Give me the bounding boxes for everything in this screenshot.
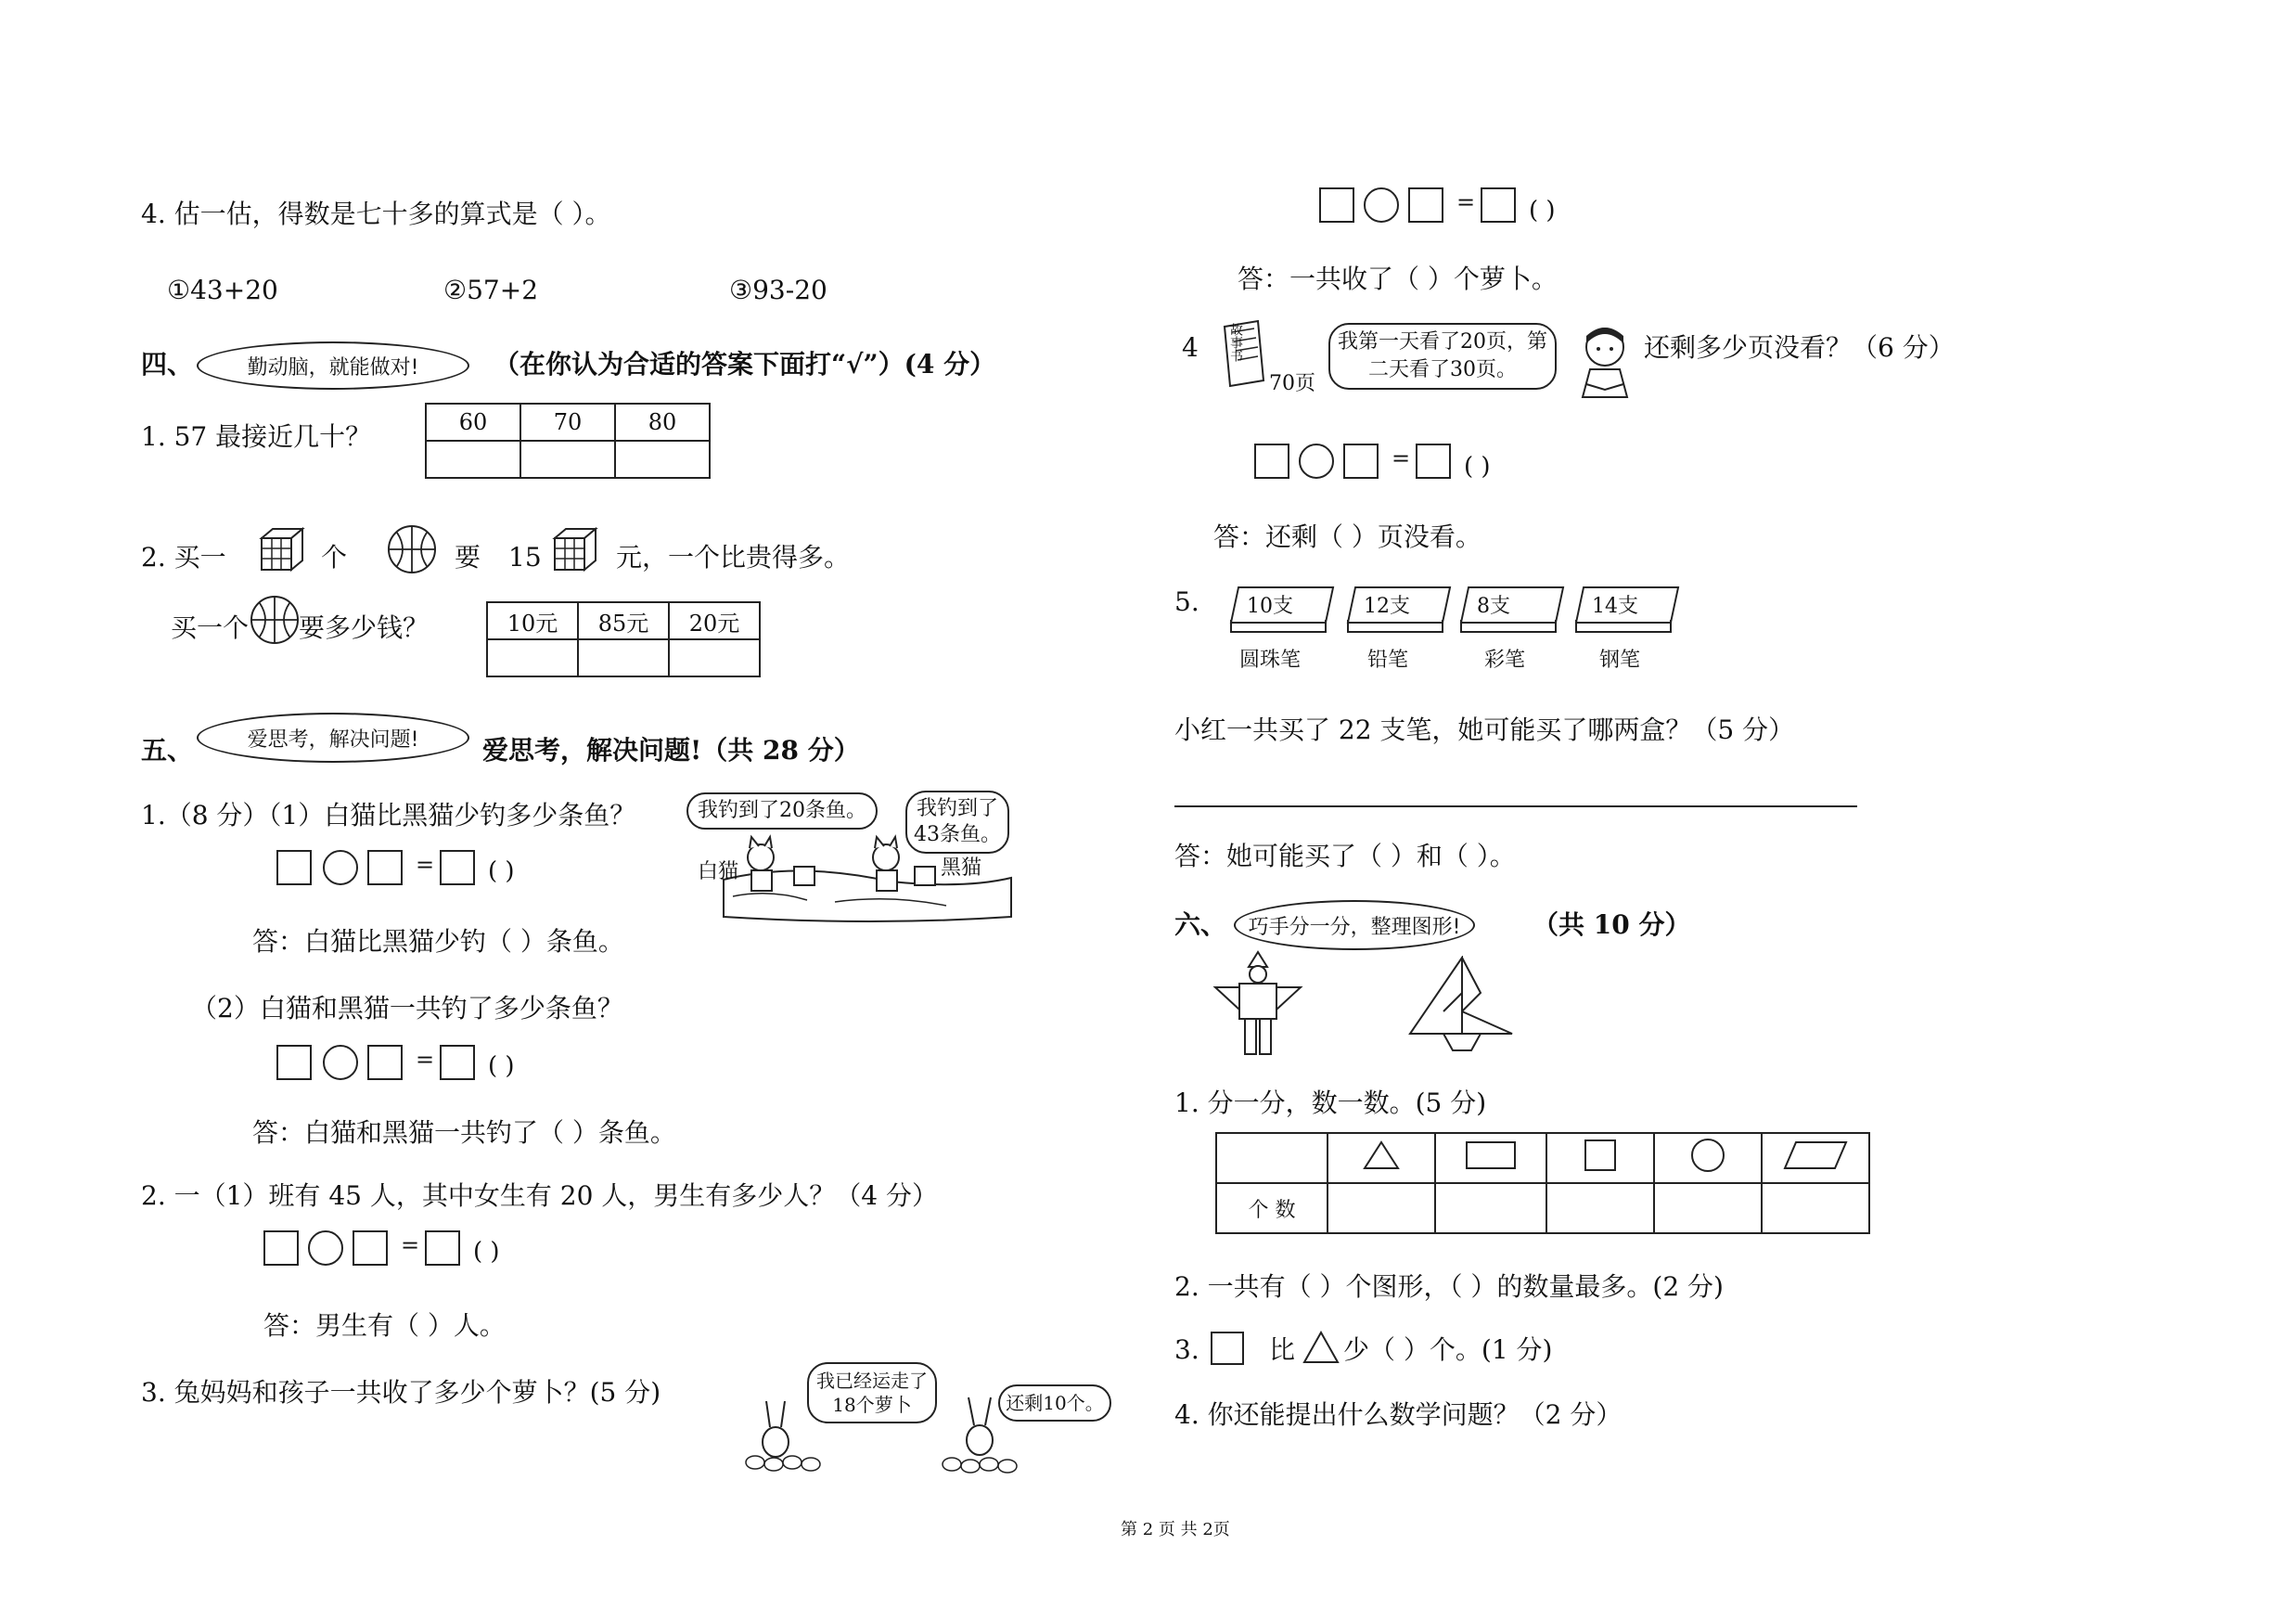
answer-box[interactable] (263, 1230, 299, 1266)
answer-box[interactable] (440, 850, 475, 885)
s5-q1-answer1: 答：白猫比黑猫少钓（ ）条鱼。 (252, 926, 624, 957)
choice-cell: 70 (520, 404, 615, 441)
count-cell[interactable] (1328, 1183, 1435, 1233)
answer-box[interactable] (276, 850, 312, 885)
s5-q3-text: 3. 兔妈妈和孩子一共收了多少个萝卜？(5 分) (141, 1377, 661, 1408)
count-cell[interactable] (1654, 1183, 1762, 1233)
q4-option-2: ②57+2 (443, 275, 539, 305)
square-icon-cell (1546, 1133, 1654, 1183)
q5-text: 小红一共买了 22 支笔，她可能买了哪两盒？（5 分） (1174, 714, 1795, 745)
girl-speech-bubble: 我第一天看了20页，第二天看了30页。 (1328, 323, 1557, 390)
pen-box-name: 圆珠笔 (1239, 649, 1302, 672)
white-cat-speech-bubble: 我钓到了20条鱼。 (686, 792, 878, 830)
rectangle-icon-cell (1435, 1133, 1546, 1183)
s4-q2-text-e: 元，一个比贵得多。 (616, 542, 851, 573)
s6-q3-number: 3. (1174, 1334, 1199, 1365)
pen-box-ballpoint (1234, 586, 1332, 637)
check-cell[interactable] (426, 441, 520, 478)
shape-count-table (1215, 1132, 1870, 1234)
q4-text: 还剩多少页没看？（6 分） (1644, 332, 1955, 363)
shape-figure-person (1212, 950, 1304, 1058)
square-icon (1584, 1139, 1617, 1172)
rabbits-carrots-illustration (733, 1373, 1141, 1475)
section6-score: （共 10 分） (1533, 909, 1691, 940)
answer-box[interactable] (276, 1045, 312, 1080)
s6-q3-compare: 比 (1269, 1334, 1296, 1365)
pen-box-pencil (1351, 586, 1449, 637)
choice-cell: 20元 (669, 602, 760, 639)
header-empty-cell (1216, 1133, 1328, 1183)
s4-q2-text-line2b: 要多少钱？ (299, 612, 430, 643)
q5-answer: 答：她可能买了（ ）和（ ）。 (1174, 841, 1516, 871)
pen-box-count: 10支 (1247, 595, 1293, 618)
operator-circle[interactable] (308, 1230, 343, 1266)
equals-sign: = (1392, 445, 1411, 471)
rabbit-speech-bubble-2: 还剩10个。 (998, 1384, 1111, 1422)
triangle-icon (1363, 1140, 1400, 1170)
answer-box[interactable] (1408, 187, 1443, 223)
q4-number: 4 (1182, 332, 1199, 363)
answer-box[interactable] (1481, 187, 1516, 223)
s4-q2-text-d: 15 (508, 542, 542, 573)
section4-instruction: （在你认为合适的答案下面打“√”）(4 分） (494, 349, 996, 380)
s4-q2-text-line2a: 买一个 (171, 612, 250, 643)
choice-cell: 85元 (578, 602, 669, 639)
q4-answer: 答：还剩（ ）页没看。 (1213, 521, 1481, 552)
q3-answer: 答：一共收了（ ）个萝卜。 (1238, 264, 1558, 294)
s5-q2-answer: 答：男生有（ ）人。 (263, 1310, 506, 1341)
equals-sign: = (1456, 189, 1476, 215)
row-label: 个 数 (1216, 1183, 1328, 1233)
equals-sign: = (416, 1047, 435, 1073)
choice-cell: 60 (426, 404, 520, 441)
answer-box[interactable] (1416, 444, 1451, 479)
pen-box-count: 14支 (1592, 595, 1638, 618)
operator-circle[interactable] (1364, 187, 1399, 223)
section5-title: 爱思考，解决问题!（共 28 分） (482, 735, 860, 766)
operator-circle[interactable] (323, 1045, 358, 1080)
check-cell[interactable] (520, 441, 615, 478)
s4-q2-text-a: 2. 买一 (141, 542, 226, 573)
unit-paren[interactable]: ( ) (488, 1052, 515, 1080)
q5-number: 5. (1174, 586, 1199, 617)
square-icon (1210, 1331, 1245, 1366)
count-cell[interactable] (1762, 1183, 1869, 1233)
black-cat-speech-bubble: 我钓到了43条鱼。 (905, 791, 1009, 854)
answer-box[interactable] (1319, 187, 1354, 223)
pen-box-marker (1464, 586, 1562, 637)
answer-box[interactable] (425, 1230, 460, 1266)
pen-box-name: 铅笔 (1367, 649, 1409, 672)
answer-box[interactable] (1343, 444, 1379, 479)
section5-number: 五、 (141, 735, 194, 766)
unit-paren[interactable]: ( ) (1529, 197, 1556, 225)
answer-box[interactable] (367, 850, 403, 885)
section6-bubble: 巧手分一分，整理图形! (1234, 900, 1475, 950)
s6-q3-text: 少（ ）个。(1 分) (1343, 1334, 1553, 1365)
unit-paren[interactable]: ( ) (473, 1238, 500, 1266)
basketball-icon (249, 594, 301, 646)
choice-cell: 80 (615, 404, 710, 441)
s4-q1-text: 1. 57 最接近几十？ (141, 421, 372, 452)
operator-circle[interactable] (323, 850, 358, 885)
check-cell[interactable] (615, 441, 710, 478)
s4-q1-choice-table (425, 403, 711, 479)
black-cat-label: 黑猫 (941, 856, 982, 880)
rabbit-speech-bubble-1: 我已经运走了18个萝卜 (807, 1362, 937, 1423)
white-cat-label: 白猫 (698, 860, 739, 883)
s4-q2-choice-table (486, 601, 761, 677)
page-footer: 第 2 页 共 2页 (1121, 1520, 1230, 1539)
book-pages: 70页 (1269, 372, 1315, 395)
q4-option-3: ③93-20 (729, 275, 827, 305)
pen-box-count: 12支 (1364, 595, 1410, 618)
choice-cell: 10元 (487, 602, 578, 639)
rectangle-icon (1465, 1140, 1517, 1170)
girl-reading-icon (1573, 323, 1636, 403)
unit-paren[interactable]: ( ) (1464, 453, 1491, 481)
s6-q2-text: 2. 一共有（ ）个图形，（ ）的数量最多。(2 分) (1174, 1271, 1724, 1302)
answer-line[interactable] (1174, 805, 1857, 807)
cube-icon (258, 525, 306, 573)
section4-number: 四、 (141, 349, 194, 380)
cube-icon (551, 525, 599, 573)
answer-box[interactable] (1254, 444, 1289, 479)
parallelogram-icon (1783, 1140, 1848, 1170)
answer-box[interactable] (353, 1230, 388, 1266)
count-cell[interactable] (1435, 1183, 1546, 1233)
pen-box-name: 彩笔 (1484, 649, 1526, 672)
parallelogram-icon-cell (1762, 1133, 1869, 1183)
check-cell[interactable] (669, 639, 760, 676)
section4-bubble: 勤动脑，就能做对! (197, 341, 469, 390)
s5-q1-text: 1.（8 分）（1）白猫比黑猫少钓多少条鱼？ (141, 800, 636, 830)
triangle-icon (1302, 1331, 1340, 1364)
shape-figure-tangram (1406, 956, 1518, 1054)
s4-q2-text-c: 要 (455, 542, 481, 573)
book-title: 故事书 (1228, 323, 1243, 362)
answer-box[interactable] (367, 1045, 403, 1080)
unit-paren[interactable]: ( ) (488, 857, 515, 885)
q4-text: 4. 估一估，得数是七十多的算式是（ ）。 (141, 199, 611, 229)
s4-q2-text-b: 个 (321, 542, 348, 573)
section6-number: 六、 (1174, 909, 1227, 940)
count-cell[interactable] (1546, 1183, 1654, 1233)
answer-box[interactable] (440, 1045, 475, 1080)
s5-q1-answer2: 答：白猫和黑猫一共钓了（ ）条鱼。 (252, 1117, 676, 1148)
basketball-icon (386, 523, 438, 575)
pen-box-name: 钢笔 (1599, 649, 1641, 672)
circle-icon-cell (1654, 1133, 1762, 1183)
s5-q2-text: 2. 一（1）班有 45 人，其中女生有 20 人，男生有多少人？（4 分） (141, 1180, 939, 1211)
pen-box-count: 8支 (1477, 595, 1510, 618)
check-cell[interactable] (578, 639, 669, 676)
triangle-icon-cell (1328, 1133, 1435, 1183)
q4-option-1: ①43+20 (167, 275, 278, 305)
s5-q1-sub2: （2）白猫和黑猫一共钓了多少条鱼？ (191, 993, 623, 1023)
pen-box-fountain (1579, 586, 1677, 637)
s6-q1-text: 1. 分一分，数一数。(5 分) (1174, 1088, 1487, 1118)
operator-circle[interactable] (1299, 444, 1334, 479)
s6-q4-text: 4. 你还能提出什么数学问题？（2 分） (1174, 1399, 1623, 1430)
equals-sign: = (416, 852, 435, 878)
circle-icon (1689, 1137, 1726, 1174)
equals-sign: = (401, 1232, 420, 1258)
section5-bubble: 爱思考，解决问题! (197, 713, 469, 763)
check-cell[interactable] (487, 639, 578, 676)
